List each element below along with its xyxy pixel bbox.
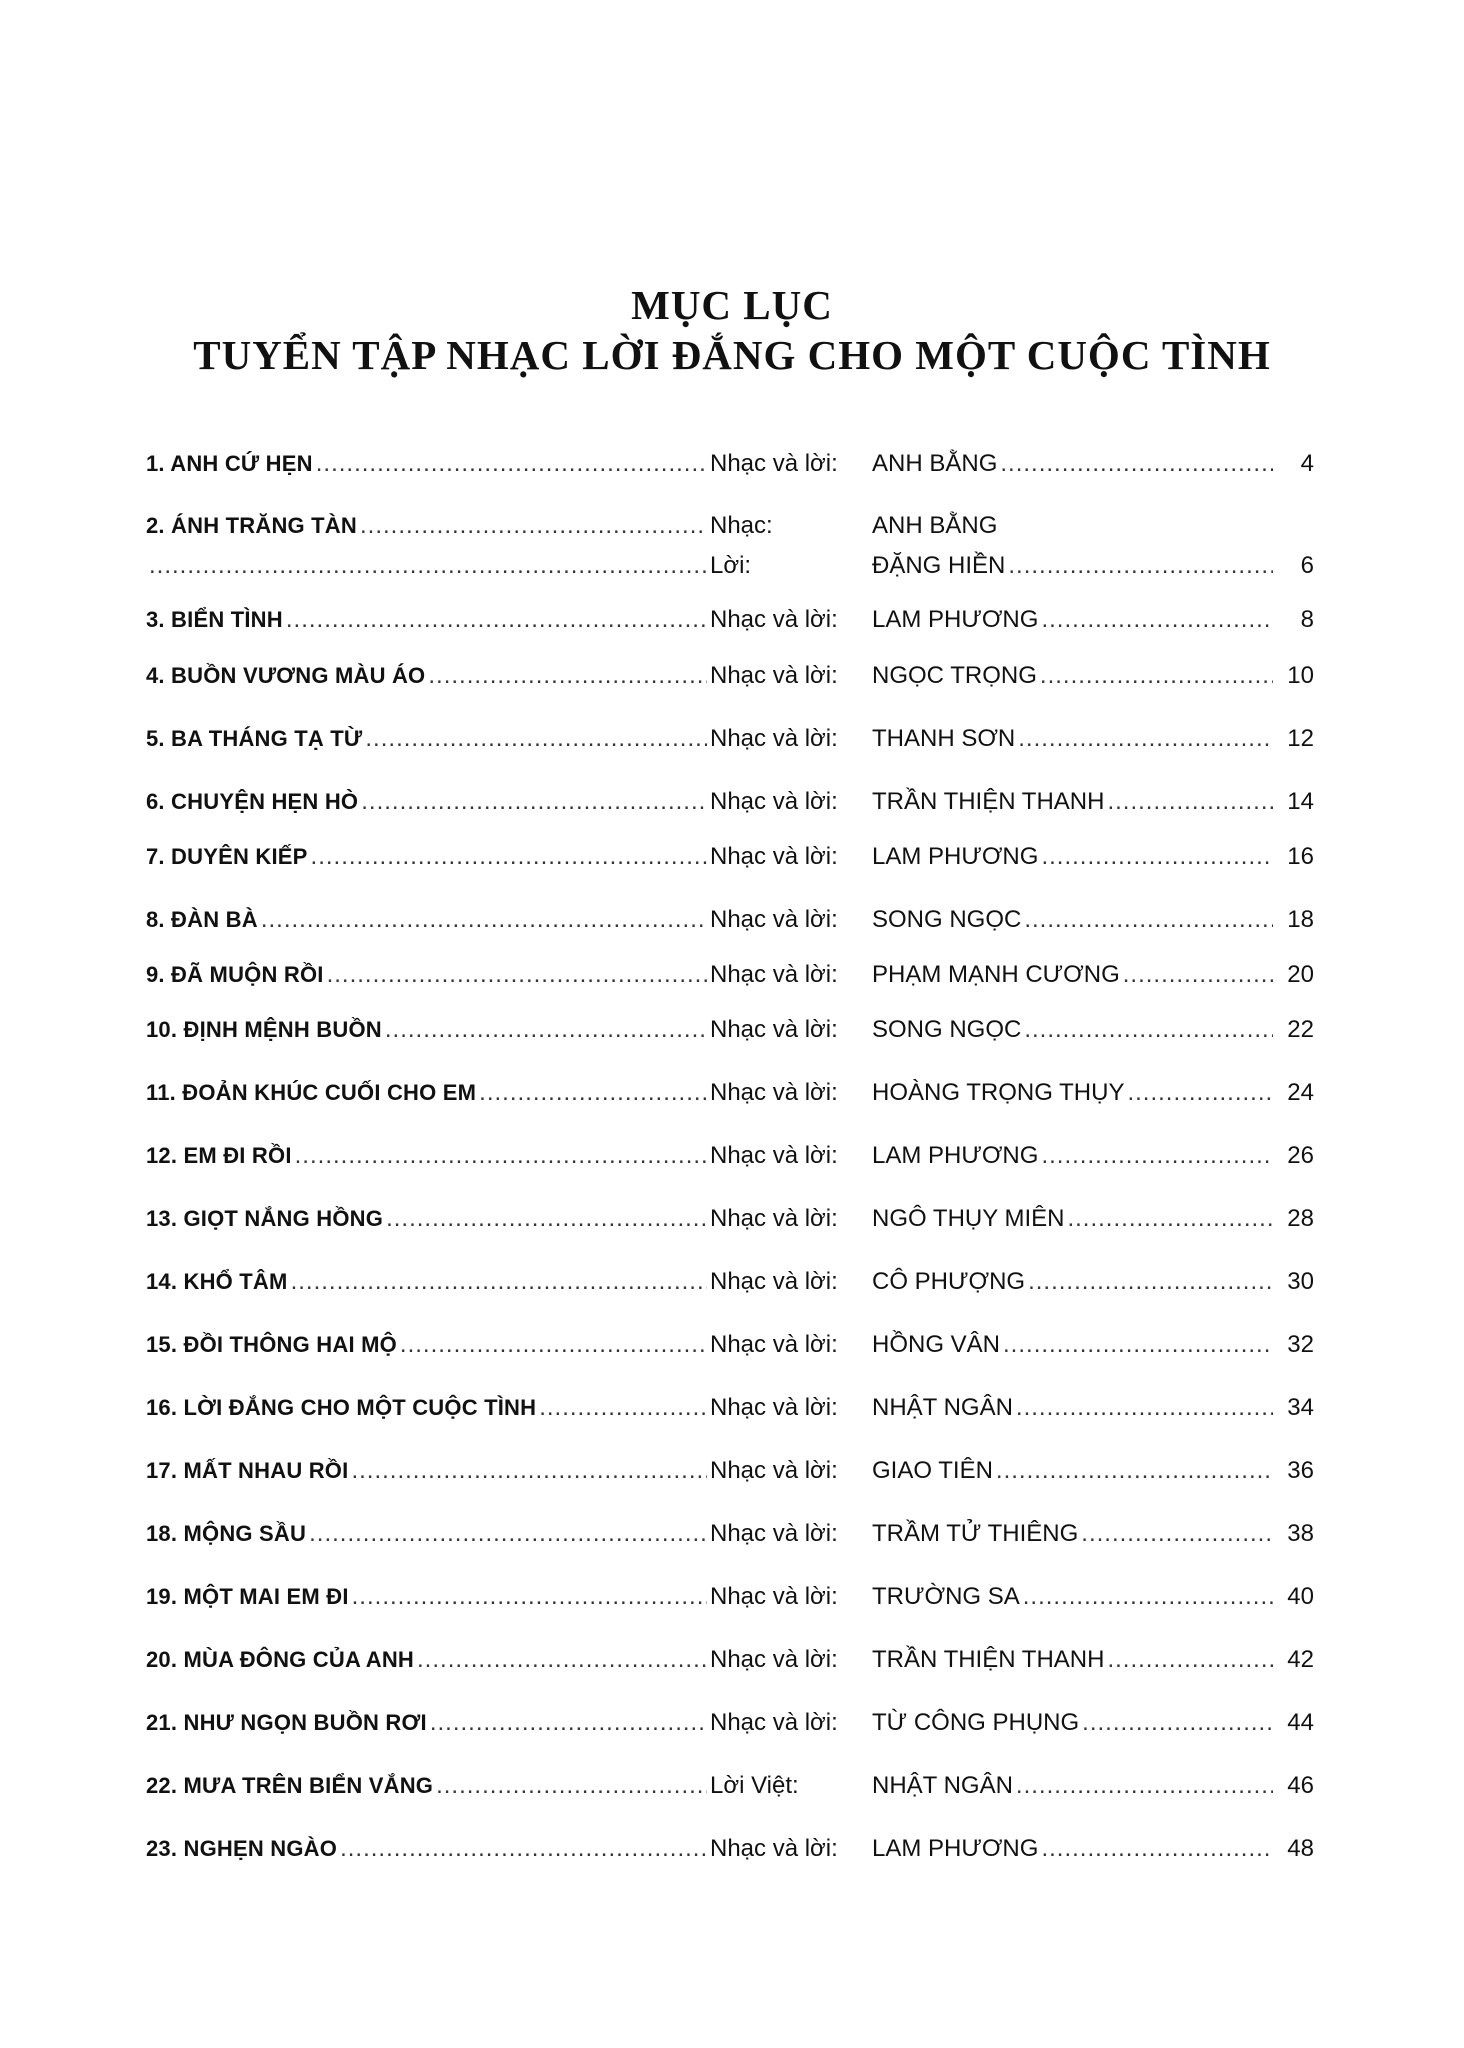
song-title-cell [146,600,710,640]
song-title[interactable]: 4. BUỒN VƯƠNG MÀU ÁO [146,663,426,688]
author-name: PHẠM MẠNH CƯƠNG [872,961,1120,988]
toc-entry[interactable] [146,1577,1314,1617]
credit-role: Nhạc và lời: [710,1709,838,1736]
song-title-cell [146,1577,710,1617]
dot-leader [1067,1199,1273,1239]
song-title-cell [146,1199,710,1239]
toc-entry[interactable] [146,1073,1314,1113]
toc-entry[interactable] [146,1829,1314,1869]
page-number: 34 [1287,1394,1314,1421]
toc-entry[interactable] [146,1010,1314,1050]
dot-leader [539,1388,707,1428]
song-title[interactable]: 14. KHỔ TÂM [146,1269,288,1294]
song-title[interactable]: 8. ĐÀN BÀ [146,907,258,932]
author-name: NHẬT NGÂN [872,1772,1013,1799]
credit-role: Nhạc và lời: [710,1142,838,1169]
author-cell [872,782,1314,822]
credit-role: Nhạc và lời: [710,606,838,633]
song-title-cell [146,1703,710,1743]
credit-role: Nhạc và lời: [710,961,838,988]
song-title[interactable]: 5. BA THÁNG TẠ TỪ [146,726,363,751]
credit-role: Nhạc và lời: [710,1835,838,1862]
dot-leader [1023,1577,1273,1617]
author-cell [872,1640,1314,1680]
page-number: 12 [1287,725,1314,752]
author-name: ANH BẰNG [872,512,998,539]
dot-leader [291,1262,707,1302]
dot-leader [1016,1388,1273,1428]
credit-role: Nhạc và lời: [710,1331,838,1358]
page-title: MỤC LỤC [631,282,833,328]
page-number: 30 [1287,1268,1314,1295]
song-title[interactable]: 12. EM ĐI RỒI [146,1143,292,1168]
song-title-cell [146,656,710,696]
credit-role: Nhạc và lời: [710,725,838,752]
toc-entry-line [146,837,1314,877]
author-cell [872,1388,1314,1428]
song-title[interactable]: 6. CHUYỆN HẸN HÒ [146,789,359,814]
author-name: TỪ CÔNG PHỤNG [872,1709,1080,1736]
dot-leader [316,444,707,484]
dot-leader [1024,1010,1273,1050]
credit-role: Nhạc và lời: [710,662,838,689]
toc-entry-line [146,1766,1314,1806]
dot-leader [1041,1136,1273,1176]
page-number: 6 [1300,552,1314,579]
dot-leader [996,1451,1273,1491]
song-title-cell [146,1325,710,1365]
toc-entry[interactable] [146,1136,1314,1176]
author-cell [872,1829,1314,1869]
toc-entry[interactable] [146,444,1314,484]
page-number: 40 [1287,1583,1314,1610]
dot-leader [286,600,707,640]
author-name: TRẦM TỬ THIÊNG [872,1520,1079,1547]
dot-leader [295,1136,707,1176]
author-name: TRƯỜNG SA [872,1583,1020,1610]
toc-entry[interactable] [146,1514,1314,1554]
song-title-cell [146,1388,710,1428]
song-title[interactable]: 18. MỘNG SẦU [146,1521,307,1546]
song-title-cell [146,1514,710,1554]
credit-role: Nhạc: [710,512,773,539]
dot-leader [386,1199,707,1239]
dot-leader [340,1829,707,1869]
song-title-cell [146,719,710,759]
dot-leader [311,837,707,877]
credit-role: Nhạc và lời: [710,1205,838,1232]
page-number: 10 [1287,662,1314,689]
song-title[interactable]: 22. MƯA TRÊN BIỂN VẮNG [146,1773,434,1798]
song-title[interactable]: 10. ĐỊNH MỆNH BUỒN [146,1017,382,1042]
author-name: GIAO TIÊN [872,1457,993,1484]
page-number: 32 [1287,1331,1314,1358]
toc-entry[interactable] [146,600,1314,640]
author-cell [872,444,1314,484]
dot-leader [1024,900,1273,940]
dot-leader [1016,1766,1273,1806]
page-number: 36 [1287,1457,1314,1484]
song-title[interactable]: 19. MỘT MAI EM ĐI [146,1584,349,1609]
toc-entry[interactable] [146,1199,1314,1239]
author-cell [872,1262,1314,1302]
page-number: 26 [1287,1142,1314,1169]
dot-leader [417,1640,707,1680]
dot-leader [1000,444,1273,484]
dot-leader [1041,600,1273,640]
credit-role: Nhạc và lời: [710,1520,838,1547]
toc-entry-line [146,1514,1314,1554]
author-name: SONG NGỌC [872,1016,1022,1043]
song-title-cell [146,782,710,822]
credit-role: Nhạc và lời: [710,1016,838,1043]
song-title[interactable]: 9. ĐÃ MUỘN RỒI [146,962,324,987]
dot-leader [430,1703,707,1743]
dot-leader [309,1514,707,1554]
author-cell [872,1577,1314,1617]
credit-role: Nhạc và lời: [710,906,838,933]
dot-leader [479,1073,707,1113]
page-number: 18 [1287,906,1314,933]
author-cell [872,1766,1314,1806]
page-number: 22 [1287,1016,1314,1043]
author-cell [872,1703,1314,1743]
author-cell [872,1451,1314,1491]
page-number: 20 [1287,961,1314,988]
toc-entry-line [146,1325,1314,1365]
toc-entry[interactable] [146,719,1314,759]
song-title[interactable]: 13. GIỌT NẮNG HỒNG [146,1206,384,1231]
author-cell [872,1073,1314,1113]
toc-entry-line [146,1577,1314,1617]
author-name: LAM PHƯƠNG [872,843,1039,870]
dot-leader [1127,1073,1273,1113]
dot-leader [1081,1514,1273,1554]
toc-entry[interactable] [146,656,1314,696]
dot-leader [385,1010,707,1050]
author-cell [872,600,1314,640]
page-number: 46 [1287,1772,1314,1799]
credit-role: Nhạc và lời: [710,1457,838,1484]
dot-leader [149,546,707,586]
dot-leader [352,1577,707,1617]
song-title[interactable]: 20. MÙA ĐÔNG CỦA ANH [146,1647,415,1672]
dot-leader [351,1451,707,1491]
credit-role: Nhạc và lời: [710,1079,838,1106]
song-title-cell [146,1766,710,1806]
dot-leader [1123,955,1273,995]
author-cell [872,1514,1314,1554]
dot-leader [327,955,707,995]
song-title[interactable]: 2. ÁNH TRĂNG TÀN [146,513,357,538]
dot-leader [400,1325,707,1365]
author-cell [872,1325,1314,1365]
toc-header [0,280,1464,380]
author-cell [872,546,1314,586]
toc-entry-line [146,1199,1314,1239]
dot-leader [1041,1829,1273,1869]
song-title-cell [146,955,710,995]
author-cell [872,955,1314,995]
author-name: LAM PHƯƠNG [872,606,1039,633]
toc-entry-line [146,656,1314,696]
author-cell [872,656,1314,696]
toc-entry-line [146,1703,1314,1743]
author-name: TRẦN THIỆN THANH [872,1646,1105,1673]
toc-entry[interactable] [146,506,1314,586]
toc-entry[interactable] [146,1451,1314,1491]
toc-entry[interactable] [146,955,1314,995]
song-title[interactable]: 21. NHƯ NGỌN BUỒN RƠI [146,1710,427,1735]
dot-leader [1003,1325,1273,1365]
toc-entry-line-2 [146,546,1314,586]
page-number: 28 [1287,1205,1314,1232]
toc-entry[interactable] [146,1703,1314,1743]
toc-entry[interactable] [146,837,1314,877]
toc-entry-line [146,1829,1314,1869]
author-name: THANH SƠN [872,725,1016,752]
blank-title-cell [146,546,710,586]
page-number: 44 [1287,1709,1314,1736]
dot-leader [1041,837,1273,877]
dot-leader [1040,656,1273,696]
page-subtitle: TUYỂN TẬP NHẠC LỜI ĐẮNG CHO MỘT CUỘC TÌNH [193,332,1271,378]
dot-leader [1107,1640,1273,1680]
author-name: LAM PHƯƠNG [872,1142,1039,1169]
dot-leader [1008,546,1273,586]
page-number: 8 [1300,606,1314,633]
credit-role: Lời: [710,552,752,579]
author-name: NHẬT NGÂN [872,1394,1013,1421]
song-title-cell [146,837,710,877]
toc-entry-line [146,1136,1314,1176]
toc-entry-line [146,1073,1314,1113]
author-name: HỒNG VÂN [872,1331,1001,1358]
toc-entry-line [146,900,1314,940]
credit-role: Nhạc và lời: [710,788,838,815]
author-cell [872,1136,1314,1176]
author-name: CÔ PHƯỢNG [872,1268,1026,1295]
author-name: HOÀNG TRỌNG THỤY [872,1079,1125,1106]
page-number: 14 [1287,788,1314,815]
song-title-cell [146,1073,710,1113]
author-name: SONG NGỌC [872,906,1022,933]
toc-entry[interactable] [146,1262,1314,1302]
song-title[interactable]: 7. DUYÊN KIẾP [146,844,308,869]
toc-entry[interactable] [146,782,1314,822]
author-cell [872,1010,1314,1050]
song-title-cell [146,1451,710,1491]
toc-entry-line [146,782,1314,822]
toc-entry-line [146,1451,1314,1491]
dot-leader [360,506,707,546]
author-name: NGÔ THỤY MIÊN [872,1205,1065,1232]
author-name: NGỌC TRỌNG [872,662,1037,689]
song-title[interactable]: 17. MẤT NHAU RỒI [146,1458,349,1483]
song-title-cell [146,1136,710,1176]
credit-role: Nhạc và lời: [710,843,838,870]
dot-leader [361,782,707,822]
toc-entry-line [146,955,1314,995]
song-title-cell [146,506,710,546]
dot-leader [1107,782,1273,822]
credit-role: Nhạc và lời: [710,450,838,477]
toc-entry-line [146,506,1314,546]
author-name: ĐẶNG HIỀN [872,552,1006,579]
author-cell [872,837,1314,877]
song-title-cell [146,900,710,940]
author-cell [872,900,1314,940]
page-number: 24 [1287,1079,1314,1106]
song-title-cell [146,1010,710,1050]
toc-entry-line [146,719,1314,759]
page-number: 48 [1287,1835,1314,1862]
dot-leader [1028,1262,1273,1302]
toc-entry[interactable] [146,1766,1314,1806]
dot-leader [365,719,707,759]
author-cell [872,1199,1314,1239]
song-title[interactable]: 23. NGHẸN NGÀO [146,1836,338,1861]
credit-role: Nhạc và lời: [710,1646,838,1673]
page-number: 38 [1287,1520,1314,1547]
toc-entry[interactable] [146,1325,1314,1365]
author-cell [872,719,1314,759]
toc-entry-line [146,444,1314,484]
dot-leader [261,900,707,940]
credit-role: Nhạc và lời: [710,1583,838,1610]
toc-entry-line [146,1640,1314,1680]
credit-role: Lời Việt: [710,1772,799,1799]
author-name: TRẦN THIỆN THANH [872,788,1105,815]
dot-leader [1082,1703,1273,1743]
credit-role: Nhạc và lời: [710,1394,838,1421]
song-title-cell [146,1640,710,1680]
song-title[interactable]: 3. BIỂN TÌNH [146,607,283,632]
toc-entry-line [146,1010,1314,1050]
song-title-cell [146,1829,710,1869]
author-name: ANH BẰNG [872,450,998,477]
toc-entry-line [146,1262,1314,1302]
song-title[interactable]: 1. ANH CỨ HẸN [146,451,313,476]
song-title-cell [146,1262,710,1302]
toc-entry[interactable] [146,900,1314,940]
dot-leader [428,656,707,696]
song-title[interactable]: 15. ĐỒI THÔNG HAI MỘ [146,1332,397,1357]
toc-entry-line [146,600,1314,640]
dot-leader [1018,719,1273,759]
toc-entry-line [146,1388,1314,1428]
song-title[interactable]: 16. LỜI ĐẮNG CHO MỘT CUỘC TÌNH [146,1395,537,1420]
page-number: 16 [1287,843,1314,870]
credit-role: Nhạc và lời: [710,1268,838,1295]
toc-entry[interactable] [146,1640,1314,1680]
author-cell [872,506,1314,546]
toc-entry[interactable] [146,1388,1314,1428]
page-number: 42 [1287,1646,1314,1673]
song-title-cell [146,444,710,484]
page-number: 4 [1300,450,1314,477]
dot-leader [436,1766,707,1806]
song-title[interactable]: 11. ĐOẢN KHÚC CUỐI CHO EM [146,1080,477,1105]
author-name: LAM PHƯƠNG [872,1835,1039,1862]
